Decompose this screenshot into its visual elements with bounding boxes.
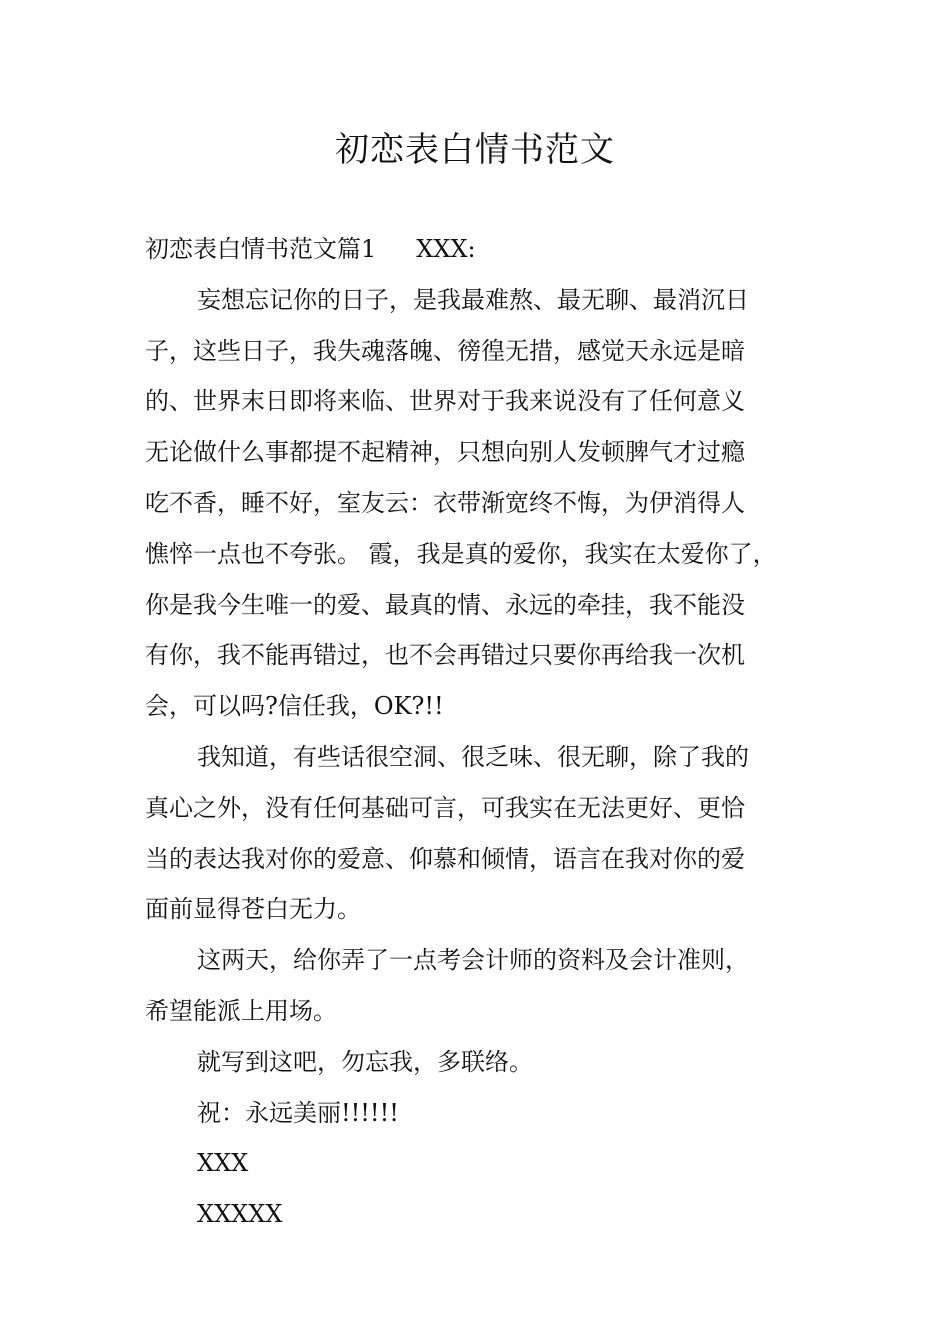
section-heading-line	[145, 224, 835, 275]
text-line: 希望能派上用场。	[145, 996, 337, 1025]
text-line: 妄想忘记你的日子，是我最难熬、最无聊、最消沉日	[197, 285, 749, 314]
section-label: 初恋表白情书范文篇1	[145, 235, 377, 263]
text-line: 有你，我不能再错过，也不会再错过只要你再给我一次机	[145, 641, 745, 670]
text-line: 会，可以吗?信任我，OK?!!	[145, 692, 444, 721]
text-line: 你是我今生唯一的爱、最真的情、永远的牵挂，我不能没	[145, 590, 745, 619]
text-line: 面前显得苍白无力。	[145, 895, 361, 924]
text-line: 我知道，有些话很空洞、很乏味、很无聊，除了我的	[197, 742, 749, 771]
text-line: 憔悴一点也不夸张。 霞，我是真的爱你，我实在太爱你了，	[145, 539, 777, 568]
text-line: 真心之外，没有任何基础可言，可我实在无法更好、更恰	[145, 793, 745, 822]
text-line: 这两天，给你弄了一点考会计师的资料及会计准则，	[197, 946, 749, 975]
text-line: 无论做什么事都提不起精神，只想向别人发顿脾气才过瘾	[145, 438, 745, 467]
document-body	[145, 224, 835, 1240]
document-title: 初恋表白情书范文	[335, 130, 615, 170]
letter-lines	[145, 275, 835, 1240]
text-line: 当的表达我对你的爱意、仰慕和倾情，语言在我对你的爱	[145, 844, 745, 873]
text-line: XXX	[197, 1149, 249, 1178]
text-line: 吃不香，睡不好，室友云：衣带渐宽终不悔，为伊消得人	[145, 488, 745, 517]
text-line: 的、世界末日即将来临、世界对于我来说没有了任何意义	[145, 387, 745, 416]
text-line: XXXXX	[197, 1200, 283, 1229]
text-line: 子，这些日子，我失魂落魄、徬徨无措，感觉天永远是暗	[145, 336, 745, 365]
salutation: XXX:	[416, 235, 476, 263]
text-line: 就写到这吧，勿忘我，多联络。	[197, 1047, 533, 1076]
text-line: 祝：永远美丽!!!!!!	[197, 1098, 399, 1127]
